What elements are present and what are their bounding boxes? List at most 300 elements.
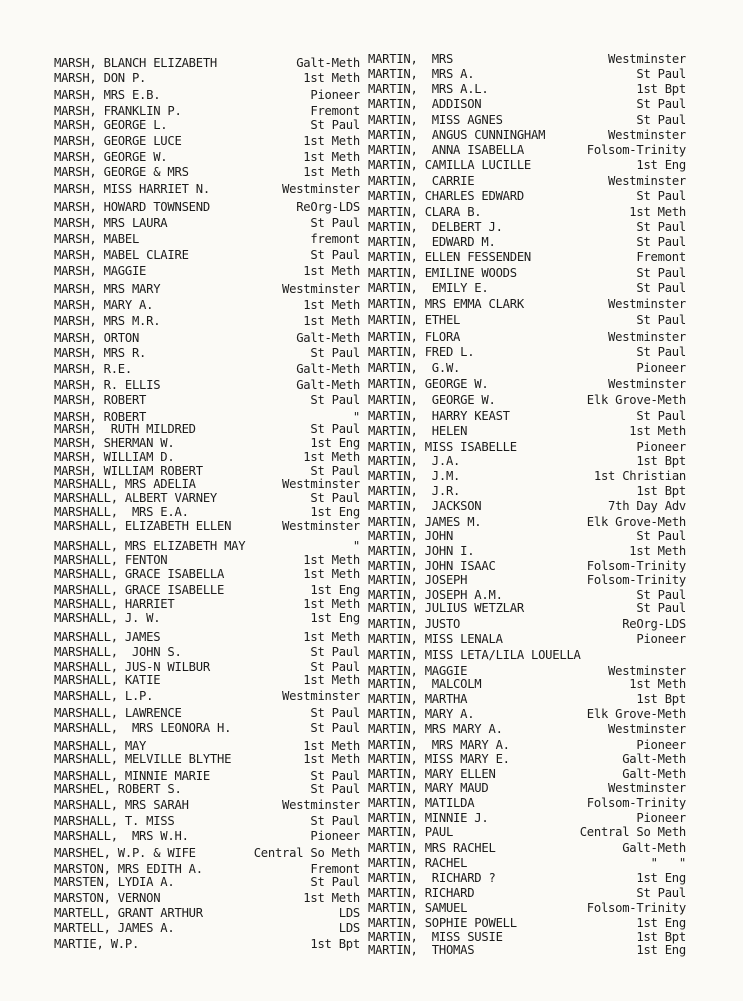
entry-church: Westminster (282, 477, 360, 491)
entry-church: Folsom-Trinity (586, 901, 686, 915)
entry-name: MARTIN, JACKSON (368, 499, 482, 513)
directory-entry (368, 767, 686, 781)
entry-name: MARSH, ROBERT (54, 393, 147, 407)
entry-church: Pioneer (636, 811, 686, 825)
entry-church: ReOrg-LDS (296, 200, 360, 214)
entry-church: St Paul (310, 464, 360, 478)
directory-entry (54, 436, 360, 450)
entry-name: MARTIN, MRS EMMA CLARK (368, 297, 524, 311)
directory-entry (54, 689, 360, 703)
directory-entry (54, 346, 360, 360)
directory-entry (368, 796, 686, 810)
entry-name: MARSTEN, LYDIA A. (54, 875, 175, 889)
entry-church: 1st Meth (303, 567, 360, 581)
directory-entry (368, 313, 686, 327)
entry-name: MARSH, WILLIAM D. (54, 450, 175, 464)
directory-entry (54, 769, 360, 783)
directory-entry (54, 782, 360, 796)
entry-name: MARTIN, ANNA ISABELLA (368, 143, 524, 157)
entry-church: Fremont (636, 250, 686, 264)
entry-church: LDS (338, 921, 360, 935)
directory-entry (368, 469, 686, 483)
entry-name: MARTIN, J.M. (368, 469, 461, 483)
directory-entry (54, 846, 360, 860)
directory-entry (54, 182, 360, 196)
directory-entry (368, 52, 686, 66)
entry-name: MARSHEL, W.P. & WIFE (54, 846, 196, 860)
entry-name: MARTIN, EDWARD M. (368, 235, 496, 249)
entry-name: MARSHALL, MRS W.H. (54, 829, 189, 843)
entry-church: 1st Meth (629, 424, 686, 438)
directory-entry (368, 281, 686, 295)
directory-entry (368, 424, 686, 438)
entry-church: Elk Grove-Meth (586, 707, 686, 721)
entry-church: 1st Eng (636, 158, 686, 172)
entry-church: Pioneer (636, 440, 686, 454)
entry-name: MARTIN, JUSTO (368, 617, 461, 631)
entry-name: MARSH, GEORGE LUCE (54, 134, 182, 148)
directory-entry (54, 630, 360, 644)
directory-entry (368, 529, 686, 543)
entry-church: 7th Day Adv (608, 499, 686, 513)
entry-name: MARTIN, CHARLES EDWARD (368, 189, 524, 203)
directory-entry (54, 539, 360, 553)
entry-church: 1st Eng (310, 505, 360, 519)
entry-church: ReOrg-LDS (622, 617, 686, 631)
directory-entry (54, 829, 360, 843)
directory-entry (368, 235, 686, 249)
entry-church: Elk Grove-Meth (586, 393, 686, 407)
entry-church: Pioneer (636, 361, 686, 375)
entry-church: 1st Meth (303, 630, 360, 644)
entry-name: MARTIN, MALCOLM (368, 677, 482, 691)
entry-name: MARTIN, ELLEN FESSENDEN (368, 250, 532, 264)
entry-name: MARSHALL, MAY (54, 739, 147, 753)
entry-name: MARSHALL, MRS SARAH (54, 798, 189, 812)
entry-name: MARTIN, EMILINE WOODS (368, 266, 517, 280)
directory-entry (54, 721, 360, 735)
entry-name: MARSH, MABEL CLAIRE (54, 248, 189, 262)
entry-church: Westminster (608, 52, 686, 66)
entry-name: MARTIN, JOSEPH (368, 573, 468, 587)
directory-entry (368, 143, 686, 157)
entry-name: MARTIN, EMILY E. (368, 281, 489, 295)
directory-entry (54, 477, 360, 491)
entry-name: MARSH, BLANCH ELIZABETH (54, 56, 218, 70)
directory-entry (368, 82, 686, 96)
entry-church: Fremont (310, 862, 360, 876)
entry-name: MARTIN, MARTHA (368, 692, 468, 706)
entry-name: MARSH, MAGGIE (54, 264, 147, 278)
directory-entry (54, 71, 360, 85)
entry-church: Pioneer (310, 88, 360, 102)
entry-church: 1st Eng (636, 916, 686, 930)
entry-name: MARTELL, JAMES A. (54, 921, 175, 935)
entry-name: MARSH, MISS HARRIET N. (54, 182, 210, 196)
entry-church: 1st Meth (303, 150, 360, 164)
directory-entry (368, 189, 686, 203)
entry-church: Westminster (282, 282, 360, 296)
directory-entry (368, 886, 686, 900)
entry-church: 1st Meth (303, 673, 360, 687)
directory-entry (368, 409, 686, 423)
entry-church: Galt-Meth (296, 362, 360, 376)
entry-name: MARTIN, JULIUS WETZLAR (368, 601, 524, 615)
directory-entry (54, 567, 360, 581)
entry-church: 1st Eng (636, 871, 686, 885)
directory-entry (54, 118, 360, 132)
entry-church: St Paul (310, 721, 360, 735)
entry-church: 1st Bpt (636, 484, 686, 498)
entry-church: St Paul (310, 393, 360, 407)
entry-name: MARTIN, GEORGE W. (368, 393, 496, 407)
entry-name: MARTIN, MARY A. (368, 707, 475, 721)
directory-entry (368, 297, 686, 311)
entry-church: St Paul (310, 875, 360, 889)
directory-entry (54, 248, 360, 262)
directory-entry (54, 906, 360, 920)
entry-name: MARTIN, MATILDA (368, 796, 475, 810)
entry-name: MARSHALL, L.P. (54, 689, 154, 703)
entry-church: St Paul (636, 529, 686, 543)
directory-entry (54, 331, 360, 345)
entry-church: 1st Bpt (636, 692, 686, 706)
entry-church: 1st Meth (303, 264, 360, 278)
entry-church: St Paul (310, 660, 360, 674)
entry-church: St Paul (310, 491, 360, 505)
directory-entry (54, 422, 360, 436)
entry-name: MARSH, R. ELLIS (54, 378, 161, 392)
directory-entry (368, 250, 686, 264)
entry-name: MARTIN, GEORGE W. (368, 377, 489, 391)
entry-church: LDS (338, 906, 360, 920)
entry-church: Westminster (608, 664, 686, 678)
entry-name: MARSH, DON P. (54, 71, 147, 85)
directory-entry (368, 377, 686, 391)
entry-church: Fremont (310, 104, 360, 118)
entry-church: fremont (310, 232, 360, 246)
directory-entry (54, 362, 360, 376)
entry-church: Westminster (608, 128, 686, 142)
directory-entry (54, 165, 360, 179)
entry-church: St Paul (310, 216, 360, 230)
entry-church: Galt-Meth (296, 56, 360, 70)
entry-church: 1st Bpt (310, 937, 360, 951)
directory-entry (368, 943, 686, 957)
entry-name: MARSH, FRANKLIN P. (54, 104, 182, 118)
entry-church: St Paul (310, 706, 360, 720)
entry-name: MARSH, WILLIAM ROBERT (54, 464, 203, 478)
entry-church: 1st Meth (303, 450, 360, 464)
entry-name: MARSHALL, MRS ADELIA (54, 477, 196, 491)
entry-church: Westminster (282, 798, 360, 812)
entry-name: MARSH, MRS MARY (54, 282, 161, 296)
directory-entry (368, 632, 686, 646)
entry-church: Westminster (282, 689, 360, 703)
entry-church: " " (650, 856, 686, 870)
entry-name: MARSH, R.E. (54, 362, 132, 376)
entry-name: MARTIN, MRS RACHEL (368, 841, 496, 855)
entry-church: St Paul (310, 782, 360, 796)
directory-entry (368, 722, 686, 736)
entry-name: MARTIE, W.P. (54, 937, 140, 951)
entry-church: St Paul (636, 113, 686, 127)
entry-church: 1st Meth (303, 891, 360, 905)
directory-entry (54, 505, 360, 519)
entry-church: St Paul (310, 422, 360, 436)
entry-name: MARTIN, MISS ISABELLE (368, 440, 517, 454)
directory-entry (54, 739, 360, 753)
entry-name: MARTIN, MINNIE J. (368, 811, 489, 825)
entry-church: 1st Eng (636, 943, 686, 957)
directory-entry (54, 814, 360, 828)
directory-entry (54, 88, 360, 102)
entry-church: 1st Meth (303, 71, 360, 85)
directory-entry (54, 937, 360, 951)
entry-name: MARSH, GEORGE L. (54, 118, 168, 132)
entry-church: 1st Eng (310, 436, 360, 450)
directory-entry (54, 134, 360, 148)
entry-church: St Paul (310, 814, 360, 828)
directory-entry (368, 648, 686, 662)
directory-entry (54, 200, 360, 214)
directory-entry (368, 484, 686, 498)
entry-church: St Paul (636, 189, 686, 203)
entry-name: MARTIN, JAMES M. (368, 515, 482, 529)
entry-name: MARSH, MABEL (54, 232, 140, 246)
directory-entry (368, 811, 686, 825)
entry-church: 1st Eng (310, 583, 360, 597)
entry-church: Elk Grove-Meth (586, 515, 686, 529)
entry-church: " (352, 539, 360, 553)
entry-church: 1st Bpt (636, 82, 686, 96)
directory-entry (368, 573, 686, 587)
entry-church: Folsom-Trinity (586, 796, 686, 810)
entry-church: Pioneer (310, 829, 360, 843)
directory-entry (54, 798, 360, 812)
directory-entry (368, 871, 686, 885)
entry-church: Galt-Meth (622, 752, 686, 766)
entry-church: Westminster (282, 519, 360, 533)
entry-name: MARTELL, GRANT ARTHUR (54, 906, 203, 920)
entry-name: MARTIN, FLORA (368, 330, 461, 344)
entry-name: MARTIN, CLARA B. (368, 205, 482, 219)
entry-church: Central So Meth (579, 825, 686, 839)
entry-name: MARTIN, SOPHIE POWELL (368, 916, 517, 930)
directory-entry (54, 597, 360, 611)
entry-name: MARSHALL, T. MISS (54, 814, 175, 828)
entry-name: MARTIN, PAUL (368, 825, 454, 839)
entry-name: MARSHALL, MRS LEONORA H. (54, 721, 232, 735)
entry-church: St Paul (636, 601, 686, 615)
entry-name: MARTIN, HARRY KEAST (368, 409, 510, 423)
entry-name: MARTIN, MRS A. (368, 67, 475, 81)
entry-church: Westminster (608, 781, 686, 795)
entry-name: MARSHALL, JAMES (54, 630, 161, 644)
entry-name: MARTIN, JOHN (368, 529, 454, 543)
entry-church: 1st Meth (303, 597, 360, 611)
directory-entry (368, 841, 686, 855)
entry-name: MARTIN, MISS LENALA (368, 632, 503, 646)
entry-church: St Paul (636, 235, 686, 249)
entry-church: St Paul (636, 266, 686, 280)
entry-church: 1st Meth (629, 544, 686, 558)
directory-entry (368, 588, 686, 602)
directory-entry (368, 97, 686, 111)
entry-name: MARSHALL, FENTON (54, 553, 168, 567)
entry-name: MARTIN, MRS A.L. (368, 82, 489, 96)
entry-name: MARSHALL, GRACE ISABELLA (54, 567, 225, 581)
directory-entry (368, 601, 686, 615)
entry-name: MARSH, MRS E.B. (54, 88, 161, 102)
entry-name: MARSHALL, MINNIE MARIE (54, 769, 210, 783)
entry-name: MARTIN, MARY ELLEN (368, 767, 496, 781)
entry-church: Central So Meth (253, 846, 360, 860)
entry-church: Galt-Meth (622, 767, 686, 781)
entry-name: MARTIN, RACHEL (368, 856, 468, 870)
entry-church: St Paul (636, 886, 686, 900)
entry-name: MARSH, GEORGE W. (54, 150, 168, 164)
directory-entry (368, 158, 686, 172)
entry-name: MARSHALL, LAWRENCE (54, 706, 182, 720)
directory-entry (368, 67, 686, 81)
entry-name: MARSHALL, ELIZABETH ELLEN (54, 519, 232, 533)
entry-church: 1st Meth (303, 298, 360, 312)
entry-church: 1st Bpt (636, 454, 686, 468)
entry-church: St Paul (310, 346, 360, 360)
directory-entry (54, 660, 360, 674)
directory-entry (368, 330, 686, 344)
entry-church: Galt-Meth (622, 841, 686, 855)
directory-entry (54, 752, 360, 766)
directory-entry (54, 583, 360, 597)
entry-name: MARTIN, DELBERT J. (368, 220, 503, 234)
directory-entry (368, 515, 686, 529)
directory-entry (368, 901, 686, 915)
entry-name: MARTIN, MISS SUSIE (368, 930, 503, 944)
directory-entry (54, 282, 360, 296)
entry-church: 1st Meth (303, 739, 360, 753)
directory-entry (368, 916, 686, 930)
entry-church: St Paul (636, 345, 686, 359)
entry-name: MARTIN, JOSEPH A.M. (368, 588, 503, 602)
entry-name: MARTIN, MRS MARY A. (368, 722, 503, 736)
entry-church: Galt-Meth (296, 331, 360, 345)
entry-church: St Paul (310, 118, 360, 132)
entry-church: St Paul (636, 220, 686, 234)
directory-entry (368, 345, 686, 359)
directory-entry (54, 450, 360, 464)
entry-church: St Paul (636, 281, 686, 295)
directory-entry (54, 298, 360, 312)
entry-church: St Paul (310, 248, 360, 262)
entry-name: MARSHALL, J. W. (54, 611, 161, 625)
entry-name: MARTIN, MISS LETA/LILA LOUELLA (368, 648, 581, 662)
directory-entry (54, 264, 360, 278)
entry-church: Folsom-Trinity (586, 573, 686, 587)
entry-church: St Paul (636, 97, 686, 111)
entry-church: Folsom-Trinity (586, 143, 686, 157)
entry-name: MARSHALL, HARRIET (54, 597, 175, 611)
directory-entry (368, 781, 686, 795)
directory-entry (54, 891, 360, 905)
entry-church: 1st Bpt (636, 930, 686, 944)
entry-church: 1st Meth (303, 134, 360, 148)
entry-name: MARSHALL, MELVILLE BLYTHE (54, 752, 232, 766)
entry-church: Pioneer (636, 632, 686, 646)
entry-church: Folsom-Trinity (586, 559, 686, 573)
entry-name: MARSHEL, ROBERT S. (54, 782, 182, 796)
entry-name: MARTIN, J.A. (368, 454, 461, 468)
directory-entry (54, 862, 360, 876)
entry-name: MARSHALL, MRS E.A. (54, 505, 189, 519)
entry-name: MARTIN, ANGUS CUNNINGHAM (368, 128, 546, 142)
entry-name: MARTIN, MAGGIE (368, 664, 468, 678)
entry-church: Westminster (608, 297, 686, 311)
entry-name: MARSH, SHERMAN W. (54, 436, 175, 450)
directory-entry (54, 491, 360, 505)
entry-church: Pioneer (636, 738, 686, 752)
entry-church: St Paul (636, 588, 686, 602)
entry-name: MARSHALL, JUS-N WILBUR (54, 660, 210, 674)
entry-name: MARSH, HOWARD TOWNSEND (54, 200, 210, 214)
entry-name: MARTIN, CAMILLA LUCILLE (368, 158, 532, 172)
entry-church: Galt-Meth (296, 378, 360, 392)
directory-entry (368, 499, 686, 513)
directory-entry (368, 752, 686, 766)
entry-name: MARTIN, MARY MAUD (368, 781, 489, 795)
entry-name: MARSH, MRS M.R. (54, 314, 161, 328)
directory-entry (368, 664, 686, 678)
entry-church: 1st Eng (310, 611, 360, 625)
entry-church: Westminster (608, 330, 686, 344)
entry-name: MARTIN, RICHARD (368, 886, 475, 900)
entry-church: 1st Meth (303, 553, 360, 567)
entry-name: MARTIN, RICHARD ? (368, 871, 496, 885)
directory-entry (368, 930, 686, 944)
entry-name: MARTIN, MISS MARY E. (368, 752, 510, 766)
directory-entry (368, 393, 686, 407)
entry-church: St Paul (310, 769, 360, 783)
entry-name: MARSH, ROBERT (54, 410, 147, 424)
directory-entry (368, 559, 686, 573)
entry-name: MARTIN, THOMAS (368, 943, 475, 957)
entry-name: MARSH, ORTON (54, 331, 140, 345)
entry-church: Westminster (608, 722, 686, 736)
entry-name: MARTIN, SAMUEL (368, 901, 468, 915)
directory-entry (54, 314, 360, 328)
entry-name: MARTIN, G.W. (368, 361, 461, 375)
entry-name: MARSH, MARY A. (54, 298, 154, 312)
entry-name: MARTIN, JOHN I. (368, 544, 475, 558)
directory-entry (54, 875, 360, 889)
directory-entry (368, 856, 686, 870)
entry-church: Westminster (608, 377, 686, 391)
directory-entry (368, 707, 686, 721)
entry-name: MARSHALL, MRS ELIZABETH MAY (54, 539, 246, 553)
directory-entry (368, 454, 686, 468)
entry-church: 1st Meth (303, 165, 360, 179)
entry-name: MARTIN, HELEN (368, 424, 468, 438)
directory-entry (54, 104, 360, 118)
directory-entry (368, 544, 686, 558)
directory-entry (54, 56, 360, 70)
directory-entry (54, 673, 360, 687)
directory-entry (54, 706, 360, 720)
directory-entry (368, 440, 686, 454)
entry-name: MARTIN, MISS AGNES (368, 113, 503, 127)
entry-church: " (352, 410, 360, 424)
